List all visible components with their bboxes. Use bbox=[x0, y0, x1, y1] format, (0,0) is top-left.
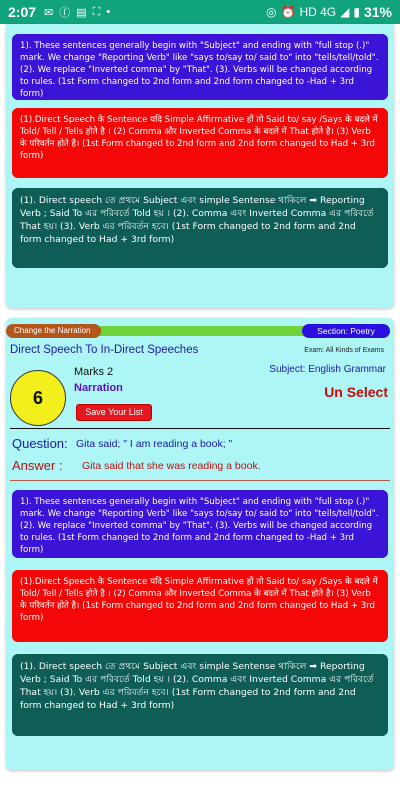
save-list-button[interactable]: Save Your List bbox=[76, 404, 152, 421]
hotspot-icon: ◎ bbox=[266, 5, 277, 19]
message-icon: ✉ bbox=[44, 6, 54, 19]
screenshot-icon: ⛶ bbox=[92, 5, 101, 18]
card-header-bar bbox=[6, 324, 394, 338]
english-rules-box bbox=[12, 490, 388, 558]
exam-label: Exam: All Kinds of Exams bbox=[304, 347, 384, 354]
divider bbox=[10, 480, 390, 481]
notification-dot-icon: • bbox=[106, 6, 111, 18]
bengali-rules-text: (1). Direct speech তে প্রথমে Subject এবং simple Sentense থাকিলে ➡ Reporting Verb ; Said To এর পরিবর্তে Told হয় । (2). Comma এবং Inverted Comma এর পরিবর্তে That হয়। (3). Verb এর পরিবর্তন হবে। (1st Form changed to 2nd form and 2nd form changed to Had + 3rd form) bbox=[20, 661, 374, 711]
status-bar bbox=[0, 0, 400, 24]
document-icon: ▤ bbox=[76, 6, 87, 19]
divider bbox=[10, 428, 390, 429]
network-label: HD 4G bbox=[299, 5, 337, 19]
bengali-rules-box bbox=[12, 188, 388, 268]
marks-label: Marks 2 bbox=[74, 366, 114, 378]
question-card bbox=[6, 318, 394, 770]
answer-label: Answer : bbox=[12, 458, 63, 473]
header-divider-bar bbox=[98, 326, 308, 336]
hindi-rules-text: (1).Direct Speech के Sentence यदि Simple Affirmative हों तो Said to/ say /Says के बदले में Told/ Tell / Tells होते है । (2) Comma और Inverted Comma के बदले में That होते है। (3) Verb के परिवर्तन होते है। (1st Form changed to 2nd form and 2nd form changed to Had + 3rd form) bbox=[20, 115, 378, 161]
topic-label: Narration bbox=[74, 382, 123, 394]
subject-label: Subject: English Grammar bbox=[269, 364, 386, 375]
question-number-badge bbox=[10, 370, 66, 426]
english-rules-box bbox=[12, 34, 388, 100]
unselect-button[interactable]: Un Select bbox=[324, 384, 388, 400]
question-label: Question: bbox=[12, 436, 68, 451]
battery-percent: 31% bbox=[363, 4, 392, 20]
question-number: 6 bbox=[32, 387, 43, 408]
battery-icon: ▮ bbox=[353, 5, 360, 19]
hindi-rules-box bbox=[12, 570, 388, 642]
question-text: Gita said; " I am reading a book; " bbox=[76, 438, 233, 450]
signal-icon: ◢ bbox=[340, 5, 350, 19]
english-rules-text: 1). These sentences generally begin with "Subject" and ending with "full stop (.)" mark. We change "Reporting Verb" like "says to/say to/ said to" into "tells/tell/told". (2). We replace "Inverted comma" by "That". (3). Verbs will be changed according to rules. (1st Form changed to 2nd form and 2nd form changed to -Had + 3rd form) bbox=[20, 497, 379, 555]
english-rules-text: 1). These sentences generally begin with "Subject" and ending with "full stop (.)" mark. We change "Reporting Verb" like "says to/say to/ said to" into "tells/tell/told". (2). We replace "Inverted comma" by "That". (3). Verbs will be changed according to rules. (1st Form changed to 2nd form and 2nd form changed to -Had + 3rd form) bbox=[20, 41, 379, 99]
alarm-icon: ⏰ bbox=[280, 5, 296, 19]
card-title: Direct Speech To In-Direct Speeches bbox=[10, 344, 199, 356]
section-pill[interactable]: Section: Poetry bbox=[302, 324, 390, 338]
category-pill[interactable]: Change the Narration bbox=[6, 324, 101, 338]
status-time: 2:07 bbox=[8, 4, 37, 20]
hindi-rules-text: (1).Direct Speech के Sentence यदि Simple Affirmative हों तो Said to/ say /Says के बदले में Told/ Tell / Tells होते है । (2) Comma और Inverted Comma के बदले में That होते है। (3) Verb के परिवर्तन होते है। (1st Form changed to 2nd form and 2nd form changed to Had + 3rd form) bbox=[20, 577, 378, 623]
question-card-previous bbox=[6, 24, 394, 308]
hindi-rules-box bbox=[12, 108, 388, 178]
facebook-icon: ⓕ bbox=[59, 7, 71, 19]
answer-text: Gita said that she was reading a book. bbox=[82, 460, 261, 472]
bengali-rules-box bbox=[12, 654, 388, 736]
bengali-rules-text: (1). Direct speech তে প্রথমে Subject এবং simple Sentense থাকিলে ➡ Reporting Verb ; Said To এর পরিবর্তে Told হয় । (2). Comma এবং Inverted Comma এর পরিবর্তে That হয়। (3). Verb এর পরিবর্তন হবে। (1st Form changed to 2nd form and 2nd form changed to Had + 3rd form) bbox=[20, 195, 374, 245]
